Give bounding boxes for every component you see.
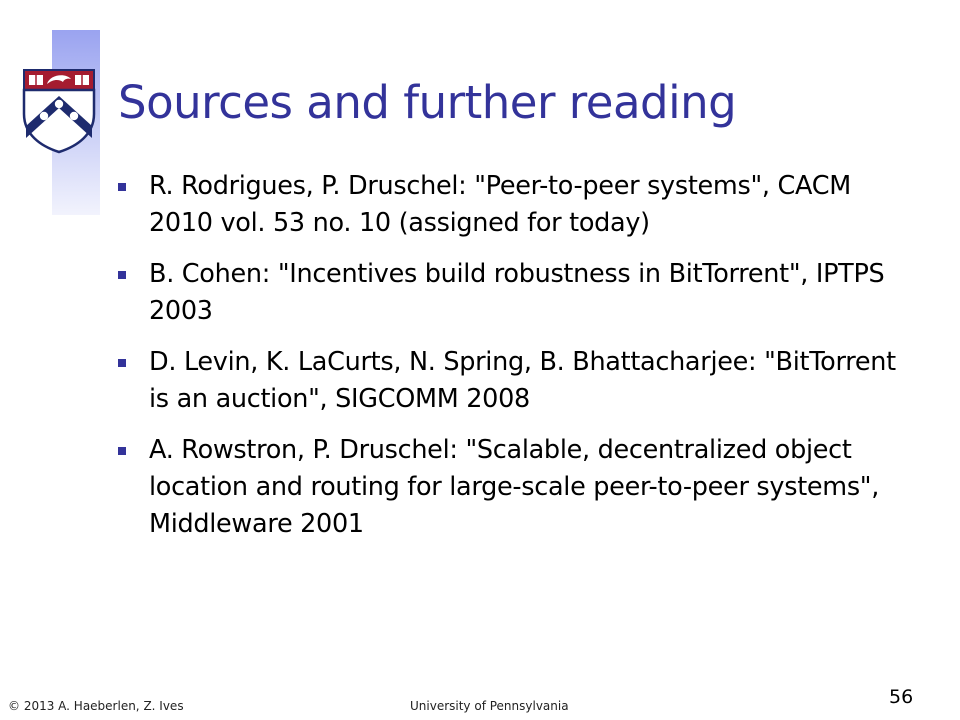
bullet-square-icon [118, 359, 126, 367]
page-number: 56 [889, 686, 914, 708]
list-item [118, 256, 908, 330]
reference-list [118, 168, 908, 557]
reference-text: A. Rowstron, P. Druschel: "Scalable, decentralized object location and routing for large-scale peer-to-peer systems", Middleware 2001 [149, 435, 880, 539]
footer-copyright: © 2013 A. Haeberlen, Z. Ives [8, 699, 184, 713]
slide-title: Sources and further reading [118, 76, 737, 129]
list-item [118, 168, 908, 242]
bullet-square-icon [118, 183, 126, 191]
reference-text: B. Cohen: "Incentives build robustness in BitTorrent", IPTPS 2003 [149, 259, 885, 326]
list-item [118, 432, 908, 543]
reference-text: R. Rodrigues, P. Druschel: "Peer-to-peer systems", CACM 2010 vol. 53 no. 10 (assigned for today) [149, 171, 851, 238]
reference-text: D. Levin, K. LaCurts, N. Spring, B. Bhattacharjee: "BitTorrent is an auction", SIGCOMM 2008 [149, 347, 896, 414]
bullet-square-icon [118, 447, 126, 455]
list-item [118, 344, 908, 418]
footer-institution: University of Pennsylvania [410, 699, 569, 713]
university-shield-icon [20, 64, 98, 154]
bullet-square-icon [118, 271, 126, 279]
